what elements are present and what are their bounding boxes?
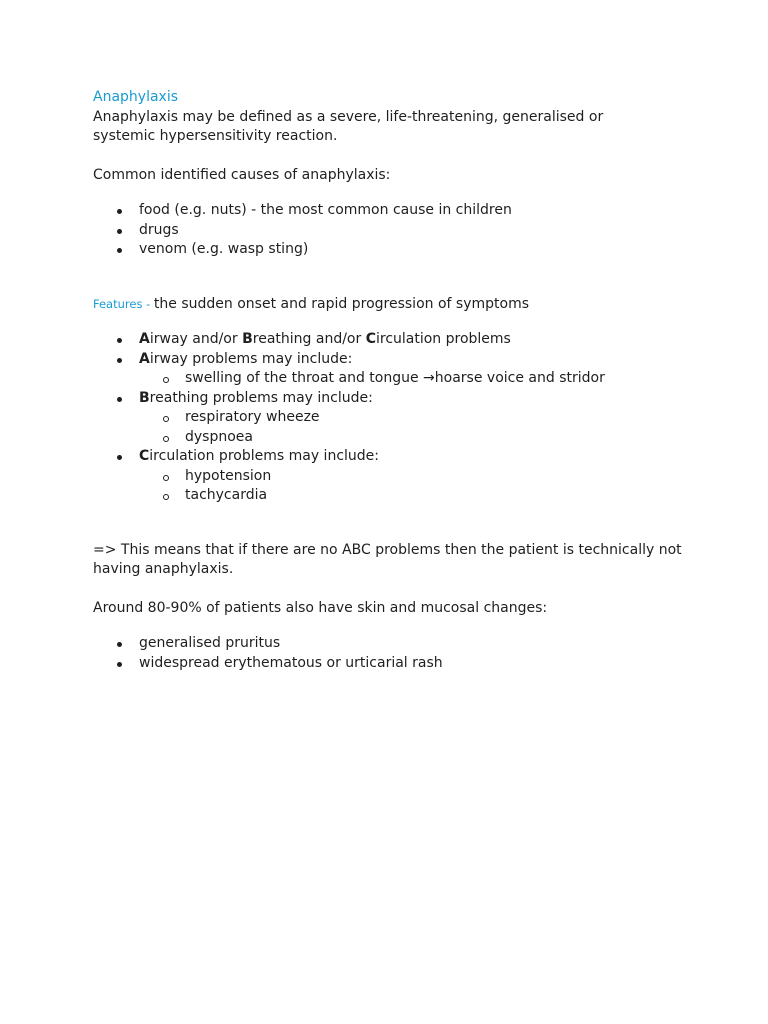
list-item: venom (e.g. wasp sting): [93, 240, 683, 260]
conclusion-line-1: => This means that if there are no ABC problems then the patient is technically not: [93, 541, 682, 558]
document-title: Anaphylaxis: [93, 89, 179, 105]
breathing-letter: B: [242, 331, 253, 347]
list-item: food (e.g. nuts) - the most common cause in children: [93, 201, 683, 221]
definition-line-2: systemic hypersensitivity reaction.: [93, 128, 338, 144]
circulation-letter: C: [139, 448, 150, 464]
breathing-text: reathing problems may include:: [149, 389, 373, 406]
airway-letter: A: [139, 331, 150, 347]
skin-list: [93, 634, 683, 673]
features-text: the sudden onset and rapid progression of symptoms: [153, 295, 529, 312]
features-label: Features: [93, 296, 143, 311]
sub-list-item: respiratory wheeze: [139, 408, 683, 428]
circulation-letter: C: [365, 331, 376, 347]
breathing-sublist: [139, 408, 683, 447]
sub-list-item: hypotension: [139, 467, 683, 487]
breathing-letter: B: [139, 389, 150, 406]
abc-list: [93, 330, 683, 506]
conclusion-line-2: having anaphylaxis.: [93, 561, 234, 577]
list-item-circulation: [93, 447, 683, 506]
airway-rest: irway and/or: [149, 331, 243, 347]
sub-list-item: swelling of the throat and tongue →hoarse voice and stridor: [139, 369, 683, 389]
breathing-rest: reathing and/or: [252, 331, 366, 347]
definition-line-1: Anaphylaxis may be defined as a severe, life-threatening, generalised or: [93, 108, 604, 125]
list-item: generalised pruritus: [93, 634, 683, 654]
features-line: [93, 295, 683, 315]
sub-list-item: tachycardia: [139, 486, 683, 506]
list-item: drugs: [93, 221, 683, 241]
skin-intro: Around 80-90% of patients also have skin and mucosal changes:: [93, 599, 548, 616]
list-item: widespread erythematous or urticarial rash: [93, 654, 683, 674]
document-page: [93, 88, 683, 673]
airway-text: irway problems may include:: [149, 350, 353, 367]
airway-letter: A: [139, 350, 150, 367]
sub-list-item: dyspnoea: [139, 428, 683, 448]
causes-intro: Common identified causes of anaphylaxis:: [93, 166, 391, 183]
circulation-text: irculation problems may include:: [149, 448, 379, 464]
list-item-airway: [93, 350, 683, 389]
features-separator: -: [142, 296, 154, 311]
airway-sublist: [139, 369, 683, 389]
circulation-sublist: [139, 467, 683, 506]
list-item-breathing: [93, 389, 683, 448]
list-item-abc: [93, 330, 683, 350]
causes-list: [93, 201, 683, 260]
circulation-rest: irculation problems: [375, 331, 511, 347]
